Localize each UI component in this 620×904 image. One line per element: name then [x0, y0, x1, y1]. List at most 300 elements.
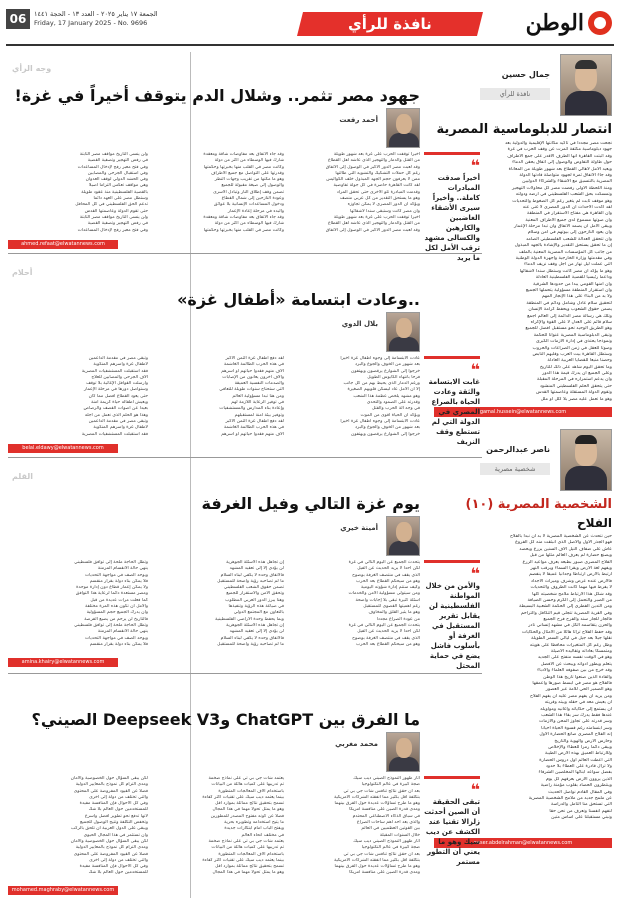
text-line: ويؤكد أن الدور المصري لا يمكن تجاوزه [347, 202, 420, 208]
text-line: وأن أمنها القومي يبدأ من حدودها الشرقية [533, 281, 612, 287]
quote-icon: ❝ [470, 360, 480, 379]
text-line: ويبقى الأمل أن يصمد الاتفاق وأن تبدأ مرحلة الإعمار [514, 224, 612, 230]
text-line: لتحقيق سلام عادل وشامل ودائم في المنطقة [526, 300, 612, 306]
author-photo [386, 516, 420, 556]
text-line: من عودة الصراع مجددا [376, 616, 420, 622]
text-line: ارتبط بالأرض ارتباطا وجدانيا عميقا لا ينفصم [529, 572, 612, 578]
text-line: حتى تقوم الدولة وعاصمتها القدس [84, 208, 148, 214]
text-line: وأرسلت القوافل الإغاثية بلا توقف [86, 381, 148, 387]
pull-quote [424, 776, 480, 867]
text-line: وهو من سيحكم القطاع بعد الحرب [355, 641, 420, 647]
author-name: أمينة خيري [340, 524, 378, 532]
article [8, 460, 420, 670]
text-line: للمستخدمين حول العالم بلا شك [88, 870, 148, 876]
brand-name: الوطن [525, 10, 584, 36]
text-line: وسر قدرته على تجاوز المحن والأزمات [539, 719, 612, 725]
text-line: وهو ما طرح تساؤلات عديدة حول الفرق بينهما [334, 864, 420, 870]
article-title[interactable]: ما الفرق بين ChatGPT وDeepseek V3 الصيني؟ [31, 710, 420, 729]
text-line: وستظل القاهرة بيت العرب وقلبهم النابض [532, 351, 612, 357]
text-line: آلاف منهم فقدوا حياتهم أو أسرهم [221, 368, 284, 374]
pull-quote [424, 560, 480, 671]
text-line: وحصنا منيعا للقضايا العربية العادلة [547, 358, 612, 364]
author-photo [560, 54, 612, 116]
text-line: وقد حفظ الفلاح تراثا هائلا من الأمثال والحكايات [521, 629, 612, 635]
text-line: وأن صوتها مسموع لدى جميع الأطراف المعنية [525, 217, 612, 223]
text-line: عندها فقط يدرك سر بقاء هذا الشعب [541, 712, 612, 718]
text-line: تم تدريبها على كميات هائلة من البيانات [211, 845, 284, 851]
text-line: وتلك هي رسالة مصر الدائمة إلى العالم أجمع [527, 313, 612, 319]
text-line: يتعلم ويطور أدواته ويبحث عن الأفضل [540, 661, 612, 667]
text-line: وفي المقال القادم نواصل الحديث [548, 789, 612, 795]
text-line: فضلا عن القيود المفروضة على المحتوى [73, 851, 148, 857]
text-line: وهو ما يمثل تحولا مهما في هذا المجال [212, 870, 284, 876]
text-line: إن تجاهل هذه الأسئلة الجوهرية [226, 560, 284, 565]
text-line: وستظل مصر على العهد دائما [93, 196, 148, 202]
text-line: ويبقى دائما رمزا للعطاء والإخلاص [548, 744, 612, 750]
text-line: وهو ما يثير القلق والمخاوف [368, 610, 420, 616]
text-line: ومن التدين الفطري إلى الحكمة الشعبية البسيطة [519, 604, 612, 610]
text-line: من القتل والدمار والتهجير الذي عاشه أهل القطاع [327, 158, 420, 164]
text-line: أن يعيش معه في حقله وبيته وقريته [544, 700, 612, 706]
text-line: يعتمد شات جي بي تي على نماذج ضخمة [208, 838, 284, 844]
text-line: وهذا هو الحلم الذي نعمل من أجله [84, 412, 148, 418]
text-line: لكن يبقى السؤال حول الخصوصية والأمان [70, 776, 148, 781]
text-line: ويوحد الصف في مواجهة التحديات [84, 572, 148, 578]
text-line: حول طاولة التفاوض والوصول إلى اتفاق يحقن الدماء [512, 160, 612, 166]
article-divider [8, 253, 482, 254]
text-line: لن يؤدي إلا إلى تعقيد المشهد [229, 629, 284, 635]
text-line: أثار ظهور النموذج الصيني ديب سيك [353, 838, 420, 844]
text-line: بعد شهور من الخوف والجوع والبرد [355, 425, 420, 431]
text-line: ولن ينسى التاريخ مواقف مصر الثابتة [79, 214, 148, 220]
text-line: وأن القاهرة هي مفتاح الاستقرار في المنطقة [527, 211, 612, 217]
text-line: ويبقى على الدول العربية أن تلحق بالركب [70, 826, 148, 832]
text-line: والوصول إلى صيغة مقبولة للجميع [221, 183, 284, 189]
text-line: فالأرض عنده عرض وشرف وميراث الأجداد [530, 578, 612, 584]
text-line: وتبقى مصر في مقدمة الداعمين [88, 356, 148, 361]
text-line: أثار ظهور النموذج الصيني ديب سيك [353, 776, 420, 781]
text-line: وصوتا للعقل في زمن الصراعات والحروب [532, 345, 612, 351]
article-column [18, 776, 148, 882]
pull-quote [424, 152, 480, 263]
text-line: ينهي حالة الانقسام المزمنة [97, 566, 148, 572]
column-heading: انتصار للدبلوماسية المصرية [436, 122, 612, 137]
pull-quote-text: غابت الابتسامة والثقة وعادت الحياة بالصراع المصري في الدولة التي لم تستطع وقف النزيف [428, 378, 480, 446]
text-line: وهو الضمير الحي للأمة عبر العصور [545, 687, 612, 693]
text-line: وما تحقق اليوم شاهد على ذلك للتاريخ [539, 364, 612, 370]
text-line: خرجوا إلى الشوارع يرقصون ويهتفون [351, 368, 420, 374]
text-line: ويعيش أطفاله حياة كريمة آمنة [91, 400, 148, 406]
article-divider [8, 673, 482, 674]
text-line: وأن يدرك الجميع حجم المسؤولية [86, 610, 148, 616]
article-column [18, 356, 148, 440]
text-line: فلا يمكن بناء دولة بقرار منقسم [89, 578, 148, 584]
text-line: الذي يقف في منتصف الغرفة بوضوح [352, 635, 420, 641]
text-line: وفي كل الأحوال فإن المنافسة مفيدة [79, 801, 148, 807]
text-line: ومدى التزام كل نموذج بالمعايير الدولية [75, 845, 148, 851]
text-line: فقد استقبلت المستشفيات المصرية [81, 368, 148, 374]
text-line: من الصبر والتحمل إلى الكرم وحسن الضيافة [527, 597, 612, 603]
text-line: والأمل أن تكون هذه المرة مختلفة [85, 604, 148, 610]
text-line: نقلها جيلا بعد جيل في ليالي السمر الطويلة [531, 636, 612, 642]
text-line: وستواصل دورها في مرحلة الإعمار [83, 387, 148, 393]
text-line: ويوحد الصف في مواجهة التحديات [84, 635, 148, 641]
text-line: في هذه الحرب الظالمة الغاشمة [224, 425, 284, 431]
text-line: جهود دبلوماسية مكثفة أثمرت عن وقف الحرب في غزة [507, 147, 612, 153]
article-columns [18, 356, 420, 440]
text-line: ولا تزال قادرة على العطاء بلا حدود [545, 764, 612, 770]
text-line: ضجة كبيرة في عالم التكنولوجيا [361, 845, 420, 851]
page-number: 06 [6, 9, 30, 29]
text-line: والبدء في مرحلة إعادة الإعمار [227, 208, 284, 214]
text-line: وهو ما مكنها من تقريب وجهات النظر [214, 177, 284, 183]
text-line: يتحدث الجميع عن اليوم التالي في غزة [348, 622, 420, 628]
text-line: بفضل سواعد أبنائها المخلصين الشرفاء [538, 770, 612, 776]
text-line: والقادة الذين صنعوا تاريخ هذا الوطن [543, 674, 612, 680]
text-line: والذي يعد أحد أهم ساحات الصراع [356, 820, 420, 826]
text-line: والصدمات النفسية العميقة [234, 381, 284, 387]
article-column [290, 560, 420, 654]
text-line: عاش على ضفاف النيل آلاف السنين يزرع ويحصد [519, 546, 612, 552]
article-columns [18, 152, 420, 236]
text-line: وفي فتح معبر رفح لإدخال المساعدات [77, 164, 148, 170]
text-line: بعد شهور من الخوف والجوع والبرد [355, 362, 420, 368]
text-line: لأطفال غزة وأسرهم المنكوبة [93, 362, 148, 368]
text-line: وكيف ستتم إدارة شؤونه اليومية [361, 585, 420, 591]
text-line: التي ستحتاج سنوات طويلة للتعافي [219, 387, 284, 393]
text-line: ويؤكد أن الحياة أقوى من الموت [360, 412, 420, 418]
text-line: في رفض التهجير وتصفية القضية [87, 158, 148, 164]
text-line: ومدى قدرة الصين على منافسة أمريكا [349, 870, 420, 876]
pull-quote-text: أخيراً صدقت المبادرات كاملة.. وأخيراً سيرى الأشقاء الغاضبين والكارهين والكسالى مشهد ترقب الأمل لكل ما يريد [424, 174, 480, 262]
text-line: ومدى التزام كل نموذج بالمعايير الدولية [75, 782, 148, 788]
date-arabic: الجمعة ١٧ يناير ٢٠٢٥ - العدد ١٣ - الحجة ١٤٤١ [34, 10, 158, 18]
author-photo [560, 429, 612, 491]
column-tagline: وجه الرأي [12, 64, 52, 73]
section-banner [297, 12, 483, 36]
text-line: يتحدث الجميع عن اليوم التالي في غزة [348, 560, 420, 565]
text-line: وتخفض التكلفة وتتيح الوصول للجميع [79, 820, 148, 826]
text-line: ولن ينسى التاريخ مواقف مصر الثابتة [79, 152, 148, 157]
text-line: ينهي حالة الانقسام المزمنة [97, 629, 148, 635]
text-line: فالجار للجار سند والفرح فرح الجميع [543, 617, 612, 623]
text-line: وللارتباط العميق بهذه الأرض الطيبة [544, 751, 612, 757]
header-rule [6, 44, 614, 46]
text-line: ما لم تصاحبه رؤية واضحة للمستقبل [217, 641, 284, 647]
text-line: شارك فيها الوسطاء من أكثر من دولة [214, 221, 284, 227]
article-columns [18, 776, 420, 882]
text-line: بين القوتين العظميين في العالم [361, 826, 420, 832]
text-line: وهو موقف ثابت لم يتغير رغم كل الضغوط والتحديات [512, 198, 612, 204]
text-line: وهو ما يؤكد أن مصر كانت وستظل سندا لأشقائها [519, 268, 612, 274]
author-email[interactable]: naser.abdelrahman@elwatannews.com [434, 838, 612, 848]
text-line: وتبقى الدبلوماسية المصرية عنوانا للحكمة [533, 332, 612, 338]
text-line: والتي تختلف من دولة إلى أخرى [89, 857, 148, 863]
text-line: أخيرا توقفت الحرب على غزة بعد شهور طويلة [333, 152, 420, 157]
text-line: باستخدام آلاف المعالجات المتطورة [218, 851, 284, 857]
newspaper-logo [490, 6, 612, 40]
text-line: لقد أكدت الأحداث أن الدور المصري لا غنى عنه [522, 204, 612, 210]
text-line: لكن أحدا لا يريد الحديث عن الفيل [357, 629, 420, 635]
text-line: أن يستمع إلى حكاياته وأغانيه ومواويله [540, 706, 612, 712]
text-line: ومصر مستعدة دائما لرعاية هذا التوافق [75, 591, 148, 597]
text-line: ضجة كبيرة في عالم التكنولوجيا [361, 782, 420, 788]
text-line: آلاف الجرحى والمصابين للعلاج [91, 374, 148, 380]
text-line: الذين يروون الأرض بعرقهم كل يوم [545, 776, 612, 782]
text-line: ويفتح الباب أمام ابتكارات جديدة [224, 826, 284, 832]
text-line: وكانت مصر في القلب منها بخبرتها وحكمتها [203, 164, 284, 170]
text-line: تسمح بتحقيق نتائج مماثلة بموارد أقل [215, 801, 284, 807]
article-column [154, 776, 284, 882]
text-line: تدعم الحق الفلسطيني في كل المحافل [75, 202, 148, 208]
text-line: وظل رغم كل المتغيرات محافظا على هويته [529, 642, 612, 648]
text-line: حين نتحدث عن الشخصية المصرية لا بد أن نبدأ بالفلاح [509, 534, 612, 539]
text-line: والحزن يتقاسمه الكل في مشهد إنساني نادر [528, 623, 612, 629]
author-email[interactable]: ahmed.refaat@elwatannews.com [8, 240, 118, 249]
text-line: كما فعلت مرات عديدة من قبل [90, 597, 148, 603]
text-line: وآلاف آخرون يعانون من الإصابات [222, 374, 284, 380]
text-line: لأنها تدفع نحو تطوير أفضل وأسرع [84, 813, 148, 819]
date-english: Friday, 17 January 2025 - No. 9696 [34, 19, 148, 27]
text-line: ولا بد من البناء على هذا الإنجاز المهم [541, 294, 612, 300]
text-line: في توفير الرعاية اللازمة لهم [231, 400, 284, 406]
text-line: فضلا عن القيود المفروضة على المحتوى [73, 788, 148, 794]
text-line: في سباق الذكاء الاصطناعي المحتدم [352, 813, 420, 819]
text-line: تضمن وقف إطلاق النار وتبادل الأسرى [213, 189, 284, 195]
section-title: نافذة للرأي [348, 15, 432, 33]
text-line: الفلاح المصري صبور بطبعه يعرف مواعيد الزرع [522, 559, 612, 565]
text-line: يعتمد شات جي بي تي على نماذج ضخمة [208, 776, 284, 781]
text-line: وهو ما يمثل تحولا مهما في هذا المجال [212, 807, 284, 813]
author-photo [386, 312, 420, 352]
text-line: لنفهم أنفسنا ونعرف من نحن حقا [549, 808, 612, 814]
text-line: أسئلة كثيرة تبقى بلا إجابات واضحة [355, 597, 420, 603]
text-line: وقد شكل هذا الارتباط ملامح شخصيته كلها [532, 591, 612, 597]
text-line: إلا أن الأمل عاد ليسكن قلوبهم الصغيرة [347, 387, 420, 393]
column-heading: الشخصية المصرية (١٠) [465, 497, 612, 512]
text-line: بعد أن حقق نتائج تنافس شات جي بي تي [343, 788, 420, 794]
text-line: رغم أهميتها القصوى للمستقبل [363, 604, 420, 610]
text-line: وبما يحفظ وحدة الأراضي الفلسطينية [215, 616, 284, 622]
text-line: باستخدام آلاف المعالجات المتطورة [218, 788, 284, 794]
text-line: وتمسكت بحق الشعب الفلسطيني في أرضه ودولته [515, 192, 612, 198]
author-tag: شخصية مصرية [480, 463, 550, 475]
text-line: إن تجاهل هذه الأسئلة الجوهرية [226, 622, 284, 628]
text-line: فلا يمكن بناء دولة بقرار منقسم [89, 641, 148, 647]
text-line: وهو من سيحكم القطاع بعد الحرب [355, 578, 420, 584]
text-line: ولا يمكن إعمار قطاع دون إدارة موحدة [76, 585, 148, 591]
column-tagline: القلم [12, 472, 34, 481]
text-line: عن ملمح جديد من ملامح الشخصية المصرية [528, 796, 612, 802]
text-line: وأن يدعم استمراره في المرحلة المقبلة [536, 377, 612, 383]
article-column [290, 356, 420, 440]
article-column [154, 560, 284, 654]
text-line: وفي القرية المصرية تتجلى قيم التكافل والتراحم [520, 610, 612, 616]
text-line: وفي مقدمتها وزارة الخارجية وأجهزة الدولة الوطنية [515, 256, 612, 262]
text-line: تم تدريبها على كميات هائلة من البيانات [211, 782, 284, 788]
text-line: ورغم الدمار الذي يحيط بهم من كل جانب [343, 381, 420, 387]
text-line: وتوفير بيئة آمنة لمستقبلهم [234, 412, 284, 418]
text-line: وهو في الوقت نفسه منفتح على الجديد [537, 655, 612, 661]
text-line: وقد جاء الاتفاق ثمرة لجهود متواصلة قادتها الدولة [519, 172, 612, 178]
author-email[interactable]: belal.eldawy@elwatannews.com [8, 444, 118, 453]
text-line: في وجه آلة الحرب والقتل [371, 406, 420, 412]
text-line: وأن مصر كانت وستبقى سندا لأشقائها [350, 208, 420, 214]
text-line: التي عملت ليل نهار من أجل وقف نزيف الدماء [524, 262, 612, 268]
article-title[interactable]: يوم غزة التالي وفيل الغرفة [201, 494, 420, 513]
text-line: وقد لعبت مصر الدور الأكبر في الوصول إلى الاتفاق [325, 227, 420, 233]
author-name: بلال الدوي [341, 320, 378, 328]
text-line: آلاف منهم فقدوا حياتهم أو أسرهم [221, 431, 284, 437]
text-line: حتى يعود القطاع أفضل مما كان [88, 393, 148, 399]
text-line: وهو ما يستحق التقدير من كل عربي منصف [339, 196, 420, 202]
author-name: أحمد رفعت [339, 116, 378, 124]
text-line: وفي استقبال الجرحى والمصابين [87, 170, 148, 176]
text-line: بالتعاون مع المجتمع الدولي [233, 610, 284, 616]
author-box [434, 52, 612, 118]
text-line: خرجوا إلى الشوارع يرقصون ويهتفون [351, 431, 420, 437]
text-line: وكانت مصر في القلب منها بخبرتها وحكمتها [203, 227, 284, 233]
text-line: ونموذجا يحتذى في إدارة الأزمات الكبرى [535, 339, 612, 345]
text-line: في رفض التهجير وتصفية القضية [87, 221, 148, 227]
text-line: وقد أثبتت القاهرة أنها الطرف الأقدر على جمع الأطراف [507, 153, 612, 159]
text-line: في مختلف أنحاء العالم [241, 832, 284, 838]
text-line: نجحت مصر مجددا في تأكيد مكانتها الإقليمية والدولية بعد [505, 141, 612, 146]
text-line: فهو الجذر الأول والأصل الذي انبثقت منه كل الفروع [515, 540, 612, 546]
author-photo [386, 108, 420, 148]
author-email[interactable]: mohamed.maghraby@elwatannews.com [8, 886, 118, 895]
article-title[interactable]: ..وعادت ابتسامة «أطفال غزة» [177, 290, 420, 309]
text-line: حتى يتحقق الحلم الفلسطيني المنشود [539, 383, 612, 389]
text-line: يضمن حقوق الشعوب ويحفظ كرامة الإنسان [528, 307, 612, 313]
quote-icon: ❝ [470, 564, 480, 583]
text-line: وقدرتها على التواصل مع جميع الأطراف [210, 170, 284, 176]
text-line: بعيدا عن أصوات القصف والرصاص [83, 406, 148, 412]
text-line: وقدرته على الصمود والتحدي [366, 400, 420, 406]
text-line: وتبقى مصر في مقدمة الداعمين [88, 418, 148, 424]
text-line: ومتمسكا بعاداته وتقاليده الأصيلة [550, 649, 612, 655]
pull-quote [424, 356, 480, 447]
column-tagline: أحلام [12, 268, 33, 277]
author-photo [386, 732, 420, 772]
text-line: الذي يقف في منتصف الغرفة بوضوح [352, 572, 420, 578]
article-column [154, 356, 284, 440]
article-divider [8, 457, 482, 458]
text-line: بتكلفة أقل بكثير مما أنفقته الشركات الأمريكية [334, 857, 420, 863]
logo-icon [588, 11, 612, 35]
text-line: وتظل الحاجة ملحة إلى توافق فلسطيني [74, 560, 148, 565]
text-line: وسر ابتسامته رغم قسوة الحياة أحيانا [541, 725, 612, 731]
text-line: فرحا بانتهاء الكابوس الطويل [367, 374, 420, 380]
text-line: في هذه الحرب الظالمة الغاشمة [224, 362, 284, 368]
text-line: لكن يبقى السؤال حول الخصوصية والأمان [70, 838, 148, 844]
text-line: بتكلفة أقل بكثير مما أنفقته الشركات الأمريكية [334, 794, 420, 800]
page-header [0, 0, 620, 50]
author-email[interactable]: amina.khairy@elwatannews.com [8, 658, 118, 667]
text-line: وفي فتح معبر رفح لإدخال المساعدات [77, 227, 148, 233]
text-line: ويعيد الأمل لأهالي القطاع بعد شهور طويلة من المعاناة [508, 166, 612, 172]
article-column [290, 776, 420, 882]
article-title[interactable]: جهود مصر تثمر.. وشلال الدم يتوقف أخيراً في غزة! [14, 86, 420, 105]
author-name: ناصر عبدالرحمن [486, 445, 550, 454]
text-line: وعودة النازحين إلى شمال القطاع [221, 196, 284, 202]
text-line: وأن يعود النازحون إلى بيوتهم في أمن وسلام [527, 230, 612, 236]
text-line: وإعادة بناء المدارس والمستشفيات [219, 406, 284, 412]
text-line: فقد استقبلت المستشفيات المصرية [81, 431, 148, 437]
text-line: وهو مشهد يلخص عظمة هذا الشعب [353, 393, 420, 399]
text-line: وقد جاء الاتفاق بعد مفاوضات شاقة ومعقدة [203, 214, 284, 220]
text-line: ومن هنا تبدأ مسؤولية العالم [232, 393, 284, 399]
author-name: محمد مغربي [335, 740, 378, 748]
text-line: وقدمت المبادرة تلو الأخرى حتى تحقق المراد [336, 189, 420, 195]
column-subheading: الفلاح [576, 516, 612, 530]
text-line: التي أعطت العالم أول دروس الحضارة [539, 757, 612, 763]
text-line: ويفهم لغة الأرض ويقرأ السماء ويرقب النهر [530, 565, 612, 571]
text-line: وداعما رئيسيا للقضية الفلسطينية العادلة [535, 275, 612, 281]
pull-quote-text: تبقى الحقيقة أن الصين أحدثت زلزالا تقنيا عند الكشف عن ديب سيك وهو ما يعني أن التطور مستمر [424, 798, 480, 866]
text-line: أخيرا توقفت الحرب على غزة بعد شهور طويلة [333, 214, 420, 220]
text-line: للمستخدمين حول العالم بلا شك [88, 807, 148, 813]
text-line: تضمن حقوق الشعب الفلسطيني [223, 585, 284, 591]
text-line: وقد خرج من بين صفوفه العلماء والأدباء [537, 668, 612, 674]
author-email[interactable]: gamal.hussein@elwatannews.com [434, 407, 612, 417]
text-line: من القتل والدمار والتهجير الذي عاشه أهل القطاع [327, 221, 420, 227]
article-columns [18, 560, 420, 654]
text-line: بالقضية الفلسطينية منذ عقود طويلة [81, 189, 148, 195]
article-column [290, 152, 420, 236]
text-line: وينتظرون الحصاد بقلوب مؤمنة راضية [540, 783, 612, 789]
article-column [154, 152, 284, 236]
author-name: جمال حسين [501, 70, 550, 79]
text-line: رغم كل حملات التشكيك والتشويه التي طالتها [335, 170, 420, 176]
quote-icon: ❝ [470, 780, 480, 799]
text-line: ومنذ اللحظة الأولى رفضت مصر كل محاولات التهجير [511, 185, 612, 191]
text-line: وأن تستثمر في هذا المجال الحيوي [83, 832, 148, 838]
text-line: بينما يعتمد ديب سيك على تقنيات أكثر كفاءة [202, 794, 284, 800]
text-line: لقد دفع أطفال غزة الثمن الأكبر [225, 356, 284, 361]
text-line: وهنا يبرز الدور العربي المطلوب [225, 597, 284, 603]
text-line: لقد كانت القاهرة حاضرة في كل جولة تفاوضية [333, 183, 420, 189]
text-line: لقد دفع أطفال غزة الثمن الأكبر [225, 418, 284, 424]
text-line: التي تستحق منا التأمل والدراسة [550, 802, 612, 808]
quote-icon: ❝ [470, 156, 480, 175]
article-column [18, 560, 148, 654]
article-column [18, 152, 148, 236]
text-line: لأطفال غزة وأسرهم المنكوبة [93, 425, 148, 431]
text-line: وعلى الجميع أن يدرك قيمة هذا الدور [542, 371, 612, 377]
text-line: وتحقق الأمن والاستقرار للجميع [226, 591, 284, 597]
text-line: لكن أحدا لا يريد الحديث عن الفيل [357, 566, 420, 572]
text-line: شارك فيها الوسطاء من أكثر من دولة [214, 158, 284, 164]
text-line: فالتاريخ لن يرحم من يضيع الفرصة [84, 616, 148, 622]
text-line: ونبني مستقبلنا على أساس متين [551, 815, 612, 821]
text-line: وفي كل الأحوال فإن المنافسة مفيدة [79, 864, 148, 870]
text-line: فالاتفاق وحده لا يكفي لبناء السلام [220, 635, 284, 641]
text-line: وهو ما تعمل عليه مصر بلا كلل أو ملل [540, 396, 612, 402]
text-line: ويصنع حضارة لم يعرف العالم مثلها من قبل [529, 553, 612, 559]
text-line: سلام قائم على العدل لا على القوة والإكراه [530, 319, 612, 325]
text-line: عادت الابتسامة إلى وجوه أطفال غزة أخيرا [340, 356, 420, 361]
text-line: لا يفرط فيها مهما كانت الظروف والتحديات [530, 585, 612, 591]
article [8, 256, 420, 456]
text-line: وهو الطريق الوحيد نحو مستقبل أفضل للجميع [525, 326, 612, 332]
text-line: وأن استقرار المنطقة مسؤولية يتحملها الجميع [525, 287, 612, 293]
text-line: بينما يعتمد ديب سيك على تقنيات أكثر كفاءة [202, 857, 284, 863]
text-line: المصرية بالتنسيق مع الأشقاء والشركاء الدوليين [522, 179, 612, 185]
author-tag: نافذة للرأي [480, 88, 550, 100]
article [8, 52, 420, 252]
text-line: ودخول المساعدات الإنسانية بلا عوائق [213, 202, 284, 208]
